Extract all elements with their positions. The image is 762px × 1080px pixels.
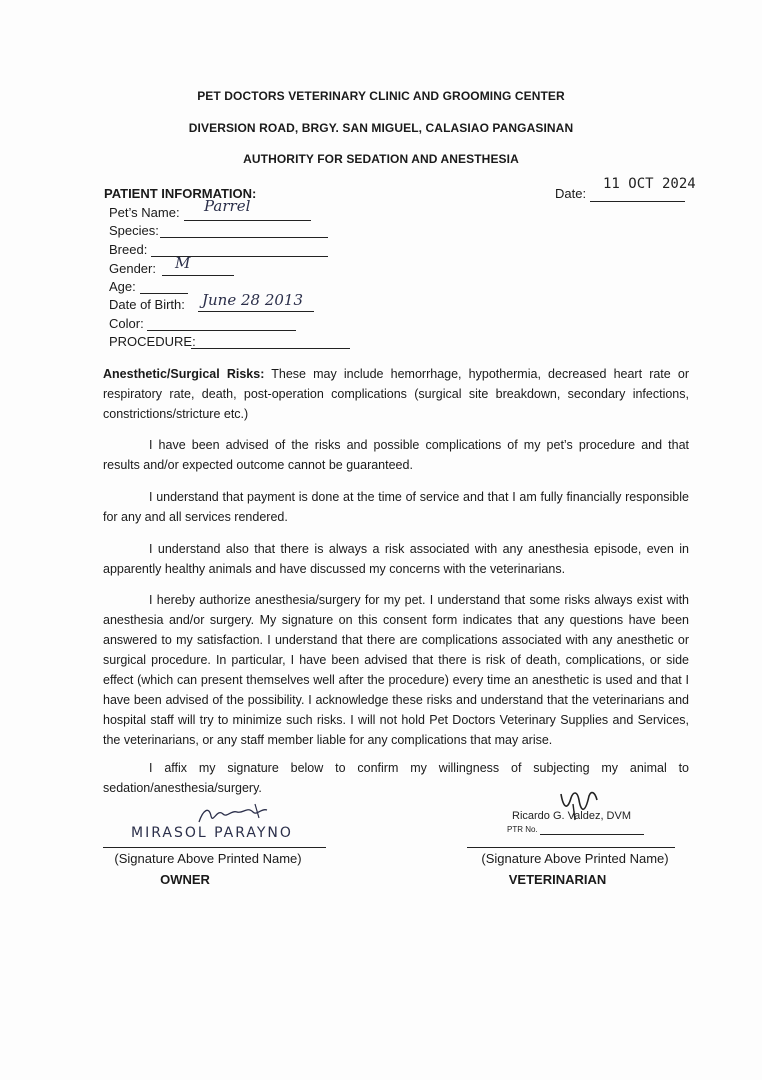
risks-label: Anesthetic/Surgical Risks: bbox=[103, 367, 265, 381]
pet-name-value: Parrel bbox=[204, 197, 251, 215]
owner-signature-line bbox=[103, 847, 326, 848]
age-label: Age: bbox=[109, 279, 136, 294]
species-line bbox=[160, 237, 328, 238]
risks-paragraph bbox=[103, 364, 689, 424]
color-label: Color: bbox=[109, 316, 144, 331]
vet-signature-line bbox=[467, 847, 675, 848]
gender-label: Gender: bbox=[109, 261, 156, 276]
paragraph-affix: I affix my signature below to confirm my willingness of subjecting my animal to sedation/anesthesia/surgery. bbox=[103, 761, 689, 795]
paragraph-payment: I understand that payment is done at the time of service and that I am fully financially responsible for any and all services rendered. bbox=[103, 490, 689, 524]
owner-caption: (Signature Above Printed Name) bbox=[114, 851, 302, 866]
clinic-address: DIVERSION ROAD, BRGY. SAN MIGUEL, CALASIAO PANGASINAN bbox=[188, 121, 574, 135]
date-line bbox=[590, 201, 685, 202]
dob-value: June 28 2013 bbox=[202, 291, 304, 309]
paragraph-advised: I have been advised of the risks and possible complications of my pet’s procedure and that results and/or expected outcome cannot be guaranteed. bbox=[103, 438, 689, 472]
vet-ptr-label: PTR No. bbox=[507, 825, 538, 834]
procedure-label: PROCEDURE: bbox=[109, 334, 196, 349]
date-value: 11 OCT 2024 bbox=[603, 176, 696, 192]
dob-line bbox=[198, 311, 314, 312]
clinic-name: PET DOCTORS VETERINARY CLINIC AND GROOMING CENTER bbox=[197, 89, 565, 103]
vet-role: VETERINARIAN bbox=[508, 872, 607, 887]
vet-caption: (Signature Above Printed Name) bbox=[481, 851, 669, 866]
vet-ptr-line bbox=[540, 834, 644, 835]
owner-role: OWNER bbox=[160, 872, 210, 887]
dob-label: Date of Birth: bbox=[109, 297, 185, 312]
patient-info-title: PATIENT INFORMATION: bbox=[104, 186, 257, 201]
date-label: Date: bbox=[555, 186, 587, 201]
vet-stamp-name: Ricardo G. Valdez, DVM bbox=[512, 810, 632, 822]
gender-line bbox=[162, 275, 234, 276]
species-label: Species: bbox=[109, 223, 159, 238]
pet-name-label: Pet’s Name: bbox=[109, 205, 180, 220]
age-line bbox=[140, 293, 188, 294]
breed-label: Breed: bbox=[109, 242, 148, 257]
form-title: AUTHORITY FOR SEDATION AND ANESTHESIA bbox=[243, 152, 519, 166]
risks-text: These may include hemorrhage, hypothermia, decreased heart rate or respiratory rate, death, post-operation complications (surgical site breakdown, secondary infections, constrictions/stricture etc.) bbox=[103, 367, 689, 421]
gender-value: M bbox=[175, 254, 191, 272]
procedure-line bbox=[191, 348, 350, 349]
color-line bbox=[147, 330, 296, 331]
pet-name-line bbox=[184, 220, 311, 221]
paragraph-authorize: I hereby authorize anesthesia/surgery for my pet. I understand that some risks always exist with anesthesia and/or surgery. My signature on this consent form indicates that any questions have been answered to my satisfaction. I understand that there are complications associated with any anesthetic or surgical procedure. In particular, I have been advised that there is risk of death, complications, or side effect (which can present themselves well after the procedure) every time an anesthetic is used and that I have been advised of the possibility. I acknowledge these risks and understand that the veterinarians and hospital staff will try to minimize such risks. I will not hold Pet Doctors Veterinary Supplies and Services, the veterinarians, or any staff member liable for any complications that may arise. bbox=[103, 593, 689, 747]
owner-printed-name: MIRASOL PARAYNO bbox=[131, 825, 293, 841]
paragraph-risk: I understand also that there is always a risk associated with any anesthesia episode, even in apparently healthy animals and have discussed my concerns with the veterinarians. bbox=[103, 542, 689, 576]
